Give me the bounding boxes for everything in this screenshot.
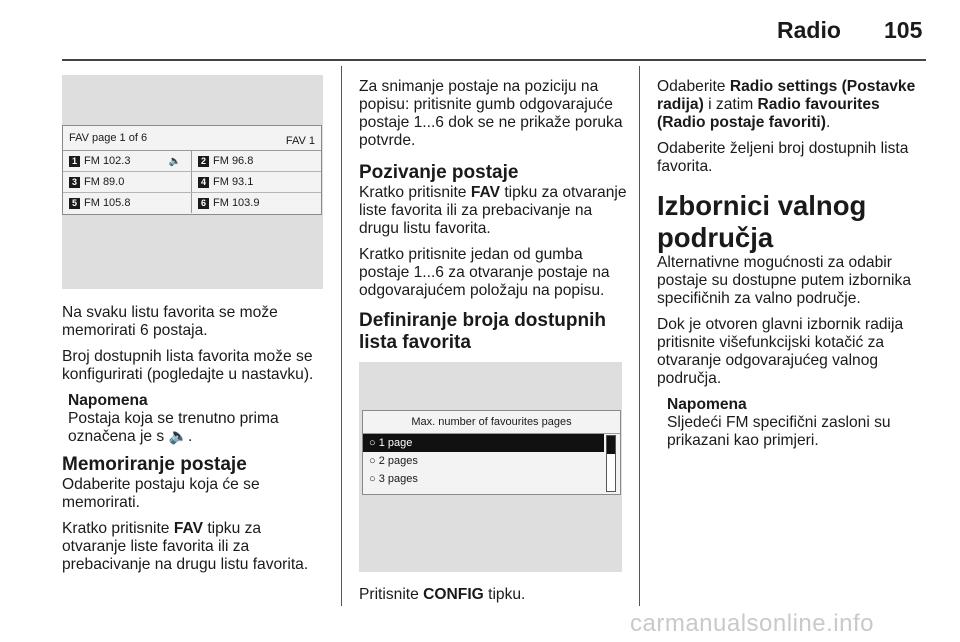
max-favourites-display [362,410,621,495]
section-heading: Pozivanje postaje [359,162,519,183]
column-2-text [359,78,627,354]
station-label: FM 105.8 [84,197,131,209]
menu-item-name: Radio favourites (Radio postaje favoriti) [657,96,880,131]
text-span: Pritisnite [359,586,424,603]
option-item: ○ 2 pages [369,455,418,467]
paragraph [62,520,327,574]
note [62,392,327,446]
fav-station [192,193,321,213]
fav-station [192,151,321,171]
key-name: FAV [173,520,203,537]
paragraph: Odaberite željeni broj dostupnih lista favorita. [657,140,909,175]
option-item: ○ 1 page [363,434,604,452]
fav-row [63,151,321,172]
fav-display-header [63,126,321,151]
fav-list-display [62,125,322,215]
scrollbar [606,435,616,492]
text-span: Kratko pritisnite [62,520,174,537]
option-label: 3 pages [378,473,418,485]
text-span: . [825,114,831,131]
fav-row [63,172,321,193]
station-label: FM 102.3 [84,155,131,167]
paragraph [359,586,627,604]
paragraph [657,78,927,132]
scrollbar-thumb [607,436,615,454]
page-number: 105 [884,17,923,43]
paragraph: Odaberite postaju koja će se memorirati. [62,476,260,511]
preset-number: 2 [198,156,209,167]
paragraph: Broj dostupnih lista favorita može se konfigurirati (pogledajte u nastavku). [62,348,314,383]
station-label: FM 93.1 [213,176,254,188]
text-span: i zatim [703,96,758,113]
page-title: Radio [777,17,841,43]
station-label: FM 96.8 [213,155,254,167]
paragraph: Dok je otvoren glavni izbornik radija pritisnite višefunkcijski kotačić za otvaranje odgovarajućeg valnog područja. [657,316,904,387]
fav-station [63,193,192,213]
note-title: Napomena [68,392,148,409]
note-title: Napomena [667,396,747,413]
column-divider [639,66,640,606]
preset-number: 6 [198,198,209,209]
watermark: carmanualsonline.info [630,610,874,637]
fav-row [63,193,321,213]
text-span: Odaberite [657,78,730,95]
paragraph: Kratko pritisnite jedan od gumba postaje 1...6 za otvaranje postaje na odgovarajućem položaju na popisu. [359,246,610,299]
fav-station [63,151,192,171]
column-2-bottom [359,586,627,612]
option-label: 1 page [378,437,413,449]
preset-number: 3 [69,177,80,188]
text-span: tipku. [483,586,526,603]
paragraph: Na svaku listu favorita se može memorirati 6 postaja. [62,304,278,339]
column-divider [341,66,342,606]
preset-number: 4 [198,177,209,188]
speaker-icon: 🔈 [168,155,181,167]
preset-number: 5 [69,198,80,209]
fav-station [63,172,192,192]
column-1-text [62,304,327,582]
text-span: tipku za otvaranje liste favorita ili za prebacivanje na drugu listu favorita. [359,184,627,237]
display-title: Max. number of favourites pages [363,411,620,434]
key-name: CONFIG [423,586,484,603]
station-label: FM 103.9 [213,197,260,209]
paragraph: Alternativne mogućnosti za odabir postaje su dostupne putem izbornika specifičnih za valno područje. [657,254,911,307]
header-divider [62,59,926,61]
note-text: Sljedeći FM specifični zasloni su prikazani kao primjeri. [667,414,891,449]
fav-badge: FAV 1 [285,135,315,147]
note-text: Postaja koja se trenutno prima označena je s 🔈. [68,410,279,445]
section-heading: Memoriranje postaje [62,454,247,475]
section-heading: Definiranje broja dostupnih lista favorita [359,310,607,353]
column-3-text [657,78,927,458]
menu-item-name: Radio settings (Postavke radija) [657,78,916,113]
fav-page-title: FAV page 1 of 6 [69,132,148,144]
option-label: 2 pages [378,455,418,467]
paragraph: Za snimanje postaje na poziciju na popisu: pritisnite gumb odgovarajuće postaje 1...6 dok se ne prikaže poruka potvrde. [359,78,623,149]
text-span: Kratko pritisnite [359,184,471,201]
paragraph [359,184,627,238]
key-name: FAV [470,184,500,201]
fav-station [192,172,321,192]
station-label: FM 89.0 [84,176,125,188]
preset-number: 1 [69,156,80,167]
text-span: tipku za otvaranje liste favorita ili za prebacivanje na drugu listu favorita. [62,520,309,573]
note [657,396,927,450]
option-item: ○ 3 pages [369,473,418,485]
chapter-heading: Izbornici valnog područja [657,190,867,253]
